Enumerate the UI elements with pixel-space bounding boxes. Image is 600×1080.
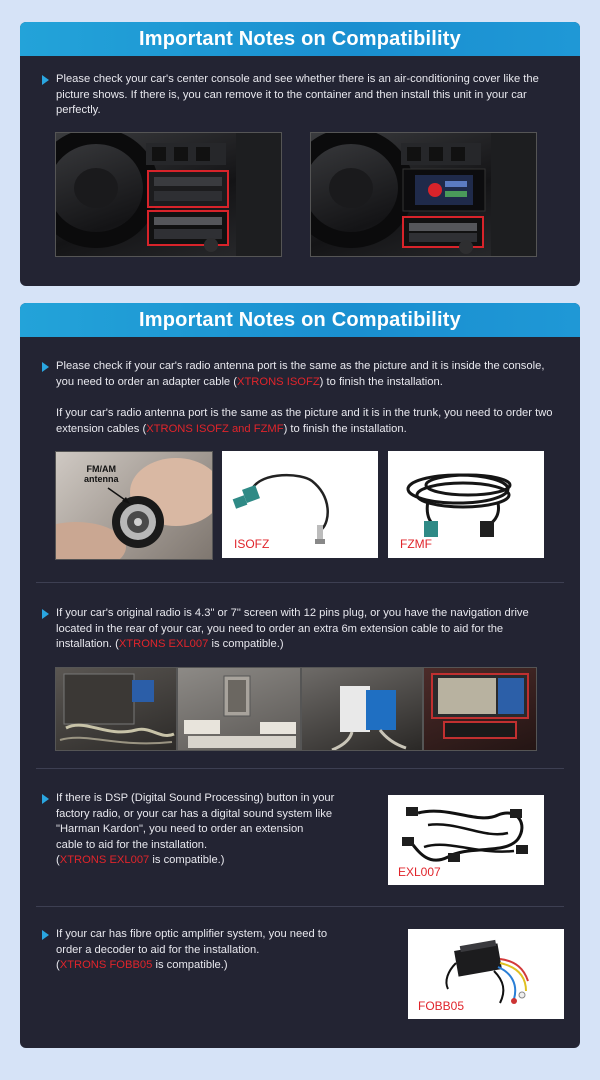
antenna-photo-label: FM/AM antenna — [84, 464, 119, 484]
dsp-compat-line: (XTRONS EXL007 is compatible.) — [56, 854, 225, 866]
bullet-arrow-icon — [42, 362, 49, 372]
antenna-port-photo — [55, 451, 213, 560]
bullet-arrow-icon — [42, 609, 49, 619]
original-radio-note — [56, 606, 562, 653]
original-radio-text: is compatible.) — [208, 638, 284, 650]
dsp-note-line: factory radio, or your car has a digital sound system like — [56, 807, 333, 820]
dsp-note — [56, 791, 396, 869]
isofz-cable-image — [222, 451, 378, 558]
fobb05-label: FOBB05 — [418, 999, 465, 1013]
product-link-isofz[interactable]: XTRONS ISOFZ — [237, 375, 320, 388]
fzmf-cable-image — [388, 451, 544, 558]
navigation-screen-photo — [423, 667, 537, 751]
fibre-optic-note — [56, 927, 396, 974]
antenna-note-text: Please check if your car's radio antenna port is the same as the picture and it is inside the console, you need to order an adapter cable ( — [56, 360, 545, 388]
section-divider — [36, 768, 564, 769]
dsp-note-line: If there is DSP (Digital Sound Processing) button in your — [56, 792, 335, 804]
fibre-note-line: order a decoder to aid for the installation. — [56, 943, 260, 956]
bullet-arrow-icon — [42, 930, 49, 940]
console-note — [56, 72, 556, 119]
dsp-note-line: cable to aid for the installation. — [56, 838, 208, 851]
isofz-label: ISOFZ — [234, 537, 270, 551]
product-link-exl007[interactable]: XTRONS EXL007 — [118, 638, 209, 650]
antenna-trunk-text: ) to finish the installation. — [283, 422, 407, 435]
antenna-note-text: ) to finish the installation. — [319, 375, 443, 388]
rear-radio-photo — [55, 667, 177, 751]
console-photo-before — [55, 132, 282, 257]
antenna-trunk-text: If your car's radio antenna port is the same as the picture and it is in the trunk, you need to order two extension cables ( — [56, 407, 553, 435]
original-radio-text: If your car's original radio is 4.3" or 7" screen with 12 pins plug, or you have the navigation drive located in the rear of your car, you need to order an extra 6m extension cable to aid for the installation. ( — [56, 607, 529, 650]
console-photo-after — [310, 132, 537, 257]
compatibility-card-accessories — [20, 303, 580, 1048]
bullet-arrow-icon — [42, 794, 49, 804]
product-link-fobb05[interactable]: XTRONS FOBB05 — [59, 959, 153, 971]
exl007-label: EXL007 — [398, 865, 441, 879]
section-divider — [36, 906, 564, 907]
plug-photo — [301, 667, 423, 751]
console-note-text: Please check your car's center console and see whether there is an air-conditioning cover like the picture shows. If there is, you can remove it to the container and then install this unit in your car perfectly. — [56, 73, 539, 116]
connector-label-photo — [177, 667, 301, 751]
dsp-note-line: "Harman Kardon", you need to order an extension — [56, 823, 304, 835]
fzmf-label: FZMF — [400, 537, 432, 551]
exl007-cable-image — [388, 795, 544, 885]
card-title: Important Notes on Compatibility — [20, 303, 580, 337]
fibre-note-line: If your car has fibre optic amplifier system, you need to — [56, 928, 328, 940]
bullet-arrow-icon — [42, 75, 49, 85]
section-divider — [36, 582, 564, 583]
card-title: Important Notes on Compatibility — [20, 22, 580, 56]
product-link-exl007[interactable]: XTRONS EXL007 — [59, 854, 150, 866]
antenna-trunk-note — [56, 406, 556, 437]
fibre-compat-line: (XTRONS FOBB05 is compatible.) — [56, 959, 228, 971]
product-link-isofz-fzmf[interactable]: XTRONS ISOFZ and FZMF — [146, 422, 284, 435]
antenna-note — [56, 359, 556, 390]
fobb05-decoder-image — [408, 929, 564, 1019]
compatibility-card-console — [20, 22, 580, 286]
